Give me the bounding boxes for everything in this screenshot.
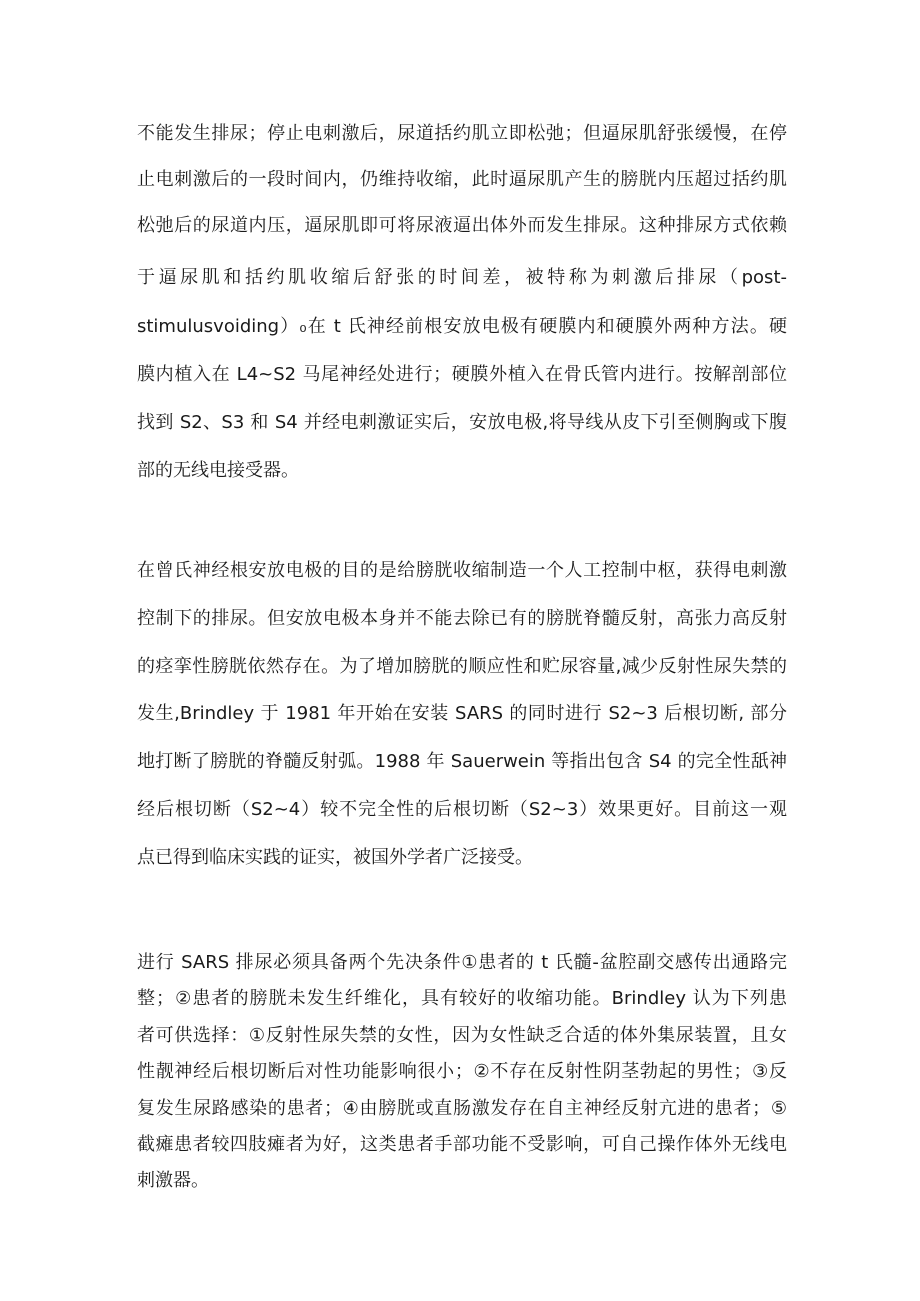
paragraph-line: 在曾氏神经根安放电极的目的是给膀胱收缩制造一个人工控制中枢，获得电刺激 [137, 560, 787, 581]
paragraph-line: 松弛后的尿道内压，逼尿肌即可将尿液逼出体外而发生排尿。这种排尿方式依赖 [137, 215, 787, 236]
paragraph-line: 找到 S2、S3 和 S4 并经电刺激证实后，安放电极,将导线从皮下引至侧胸或下腹 [137, 412, 787, 433]
paragraph-line: 地打断了膀胱的脊髓反射弧。1988 年 Sauerwein 等指出包含 S4 的完全性舐神 [137, 751, 787, 772]
paragraph-line: 截瘫患者较四肢瘫者为好，这类患者手部功能不受影响，可自己操作体外无线电 [137, 1134, 787, 1155]
paragraph-line: 不能发生排尿；停止电刺激后，尿道括约肌立即松弛；但逼尿肌舒张缓慢，在停 [137, 123, 787, 144]
paragraph-line: 止电刺激后的一段时间内，仍维持收缩，此时逼尿肌产生的膀胱内压超过括约肌 [137, 169, 787, 190]
paragraph-line: 经后根切断（S2~4）较不完全性的后根切断（S2~3）效果更好。目前这一观 [137, 799, 787, 820]
paragraph-line: 点已得到临床实践的证实，被国外学者广泛接受。 [137, 847, 533, 868]
paragraph-line: 性靓神经后根切断后对性功能影响很小；②不存在反射性阴茎勃起的男性；③反 [137, 1061, 787, 1082]
paragraph-line: 控制下的排尿。但安放电极本身并不能去除已有的膀胱脊髓反射，高张力高反射 [137, 608, 787, 629]
paragraph-line: 发生,Brindley 于 1981 年开始在安装 SARS 的同时进行 S2~3 后根切断, 部分 [137, 703, 787, 724]
paragraph-line: 复发生尿路感染的患者；④由膀胱或直肠激发存在自主神经反射亢进的患者；⑤ [137, 1098, 787, 1119]
paragraph-line: 于逼尿肌和括约肌收缩后舒张的时间差，被特称为刺激后排尿（post- [137, 267, 787, 288]
paragraph-line: 部的无线电接受器。 [137, 460, 299, 481]
paragraph-line: 进行 SARS 排尿必须具备两个先决条件①患者的 t 氏髓-盆腔副交感传出通路完 [137, 952, 787, 973]
paragraph-line: stimulusvoiding）₀在 t 氏神经前根安放电极有硬膜内和硬膜外两种方法。硬 [137, 316, 787, 337]
paragraph-line: 刺激器。 [137, 1170, 209, 1191]
paragraph-line: 整；②患者的膀胱未发生纤维化，具有较好的收缩功能。Brindley 认为下列患 [137, 988, 787, 1009]
paragraph-line: 膜内植入在 L4~S2 马尾神经处进行；硬膜外植入在骨氏管内进行。按解剖部位 [137, 364, 787, 385]
paragraph-line: 者可供选择：①反射性尿失禁的女性，因为女性缺乏合适的体外集尿装置，且女 [137, 1025, 787, 1046]
paragraph-line: 的痉挛性膀胱依然存在。为了增加膀胱的顺应性和贮尿容量,减少反射性尿失禁的 [137, 656, 787, 677]
